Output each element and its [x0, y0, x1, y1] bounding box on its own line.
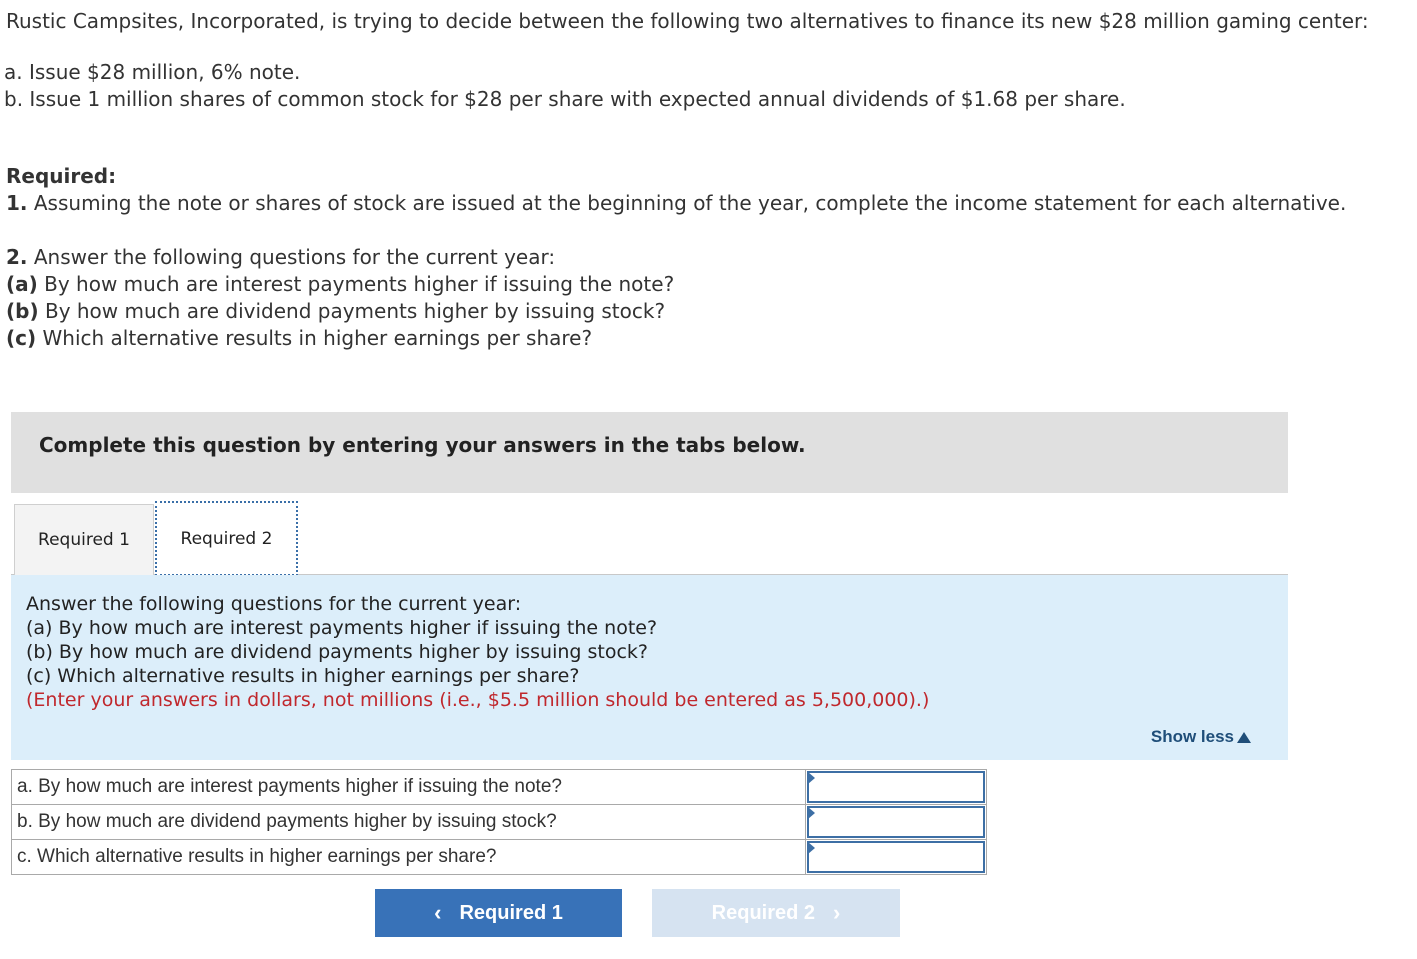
show-less-label: Show less: [1150, 727, 1234, 746]
table-row: [12, 840, 987, 875]
prev-button[interactable]: [375, 889, 622, 937]
entry-note: (Enter your answers in dollars, not millions (i.e., $5.5 million should be entered as 5,500,000).): [26, 689, 930, 711]
answer-cell-a[interactable]: [806, 770, 987, 805]
question-text: [26, 592, 929, 712]
show-less-link[interactable]: [1151, 727, 1251, 747]
answer-cell-c[interactable]: [806, 840, 987, 875]
table-row: [12, 770, 987, 805]
required-2c: (c) Which alternative results in higher earnings per share?: [6, 326, 593, 350]
instruction-text: Complete this question by entering your answers in the tabs below.: [39, 433, 806, 457]
required-2b: (b) By how much are dividend payments higher by issuing stock?: [6, 299, 666, 323]
answer-label-c: c. Which alternative results in higher earnings per share?: [12, 840, 806, 875]
required-2: [6, 244, 1406, 271]
tab-required-2[interactable]: Required 2: [155, 501, 298, 576]
next-button-label: Required 2: [711, 901, 816, 924]
question-box: [11, 575, 1288, 760]
question-line: (b) By how much are dividend payments higher by issuing stock?: [26, 641, 649, 663]
required-heading: Required:: [6, 164, 117, 188]
alternative-b: b. Issue 1 million shares of common stock for $28 per share with expected annual dividends of $1.68 per share.: [4, 87, 1126, 111]
answer-label-b: b. By how much are dividend payments higher by issuing stock?: [12, 805, 806, 840]
answer-input-c[interactable]: [807, 841, 985, 873]
problem-intro: Rustic Campsites, Incorporated, is trying to decide between the following two alternatives to finance its new $28 million gaming center:: [6, 9, 1369, 33]
answer-input-b[interactable]: [807, 806, 985, 838]
input-marker-icon: [808, 842, 815, 854]
answer-input-a[interactable]: [807, 771, 985, 803]
input-marker-icon: [808, 807, 815, 819]
answer-table: [11, 769, 987, 875]
tab-required-1[interactable]: Required 1: [14, 504, 154, 575]
prev-button-label: Required 1: [459, 901, 563, 924]
required-1-num: 1.: [6, 191, 28, 215]
question-line: (a) By how much are interest payments higher if issuing the note?: [26, 617, 658, 639]
input-marker-icon: [808, 772, 815, 784]
question-line: (c) Which alternative results in higher earnings per share?: [26, 665, 580, 687]
question-line: Answer the following questions for the current year:: [26, 593, 522, 615]
alternative-a: a. Issue $28 million, 6% note.: [4, 60, 301, 84]
answer-label-a: a. By how much are interest payments higher if issuing the note?: [12, 770, 806, 805]
table-row: [12, 805, 987, 840]
required-2-text: Answer the following questions for the current year:: [33, 245, 556, 269]
problem-statement: [6, 8, 1406, 352]
instruction-panel: [11, 412, 1288, 493]
next-button[interactable]: [652, 889, 900, 937]
required-2a: (a) By how much are interest payments higher if issuing the note?: [6, 272, 675, 296]
required-1: [6, 190, 1406, 217]
chevron-right-icon: ›: [833, 900, 841, 925]
answer-cell-b[interactable]: [806, 805, 987, 840]
chevron-left-icon: ‹: [434, 900, 442, 925]
triangle-up-icon: [1237, 732, 1251, 743]
tab-bar: [11, 501, 1288, 575]
required-2-num: 2.: [6, 245, 28, 269]
required-1-text: Assuming the note or shares of stock are issued at the beginning of the year, complete the income statement for each alternative.: [33, 191, 1347, 215]
